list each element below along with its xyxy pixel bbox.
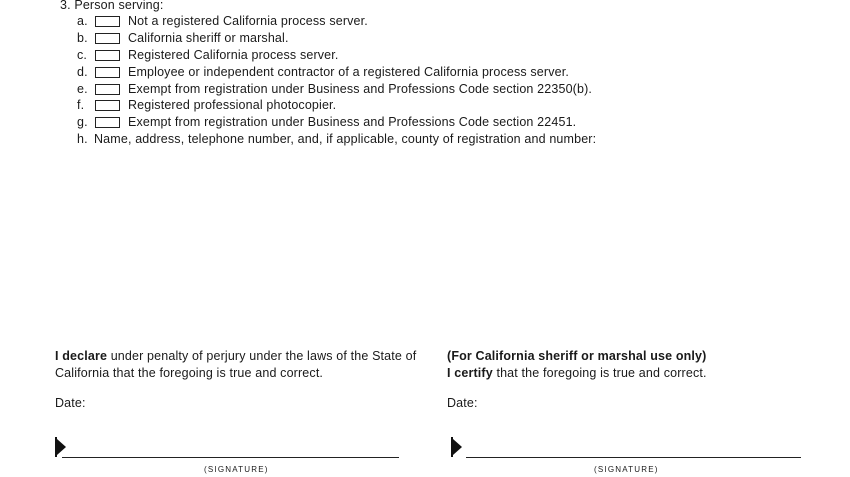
declare-line-1-rest: under penalty of perjury under the laws of the State of xyxy=(107,349,417,363)
checkbox-f[interactable] xyxy=(95,100,120,111)
item-h-label: Name, address, telephone number, and, if applicable, county of registration and number: xyxy=(94,132,597,146)
signature-line-right[interactable] xyxy=(466,457,801,458)
item-h-letter: h. xyxy=(77,132,88,146)
declare-bold-lead: I declare xyxy=(55,349,108,363)
date-label-left: Date: xyxy=(55,396,86,410)
item-c-label: Registered California process server. xyxy=(128,48,339,62)
item-a-letter: a. xyxy=(77,14,88,28)
certify-line-rest: that the foregoing is true and correct. xyxy=(492,366,707,380)
checkbox-b[interactable] xyxy=(95,33,120,44)
checkbox-g[interactable] xyxy=(95,117,120,128)
item-b-letter: b. xyxy=(77,31,88,45)
certify-line xyxy=(447,366,707,381)
item-g-letter: g. xyxy=(77,115,88,129)
signature-label-left: (SIGNATURE) xyxy=(204,465,269,474)
checkbox-e[interactable] xyxy=(95,84,120,95)
item-f-label: Registered professional photocopier. xyxy=(128,98,337,112)
item-f-letter: f. xyxy=(77,98,85,112)
item-d-letter: d. xyxy=(77,65,88,79)
item-g-label: Exempt from registration under Business and Professions Code section 22451. xyxy=(128,115,577,129)
item-e-letter: e. xyxy=(77,82,88,96)
item-b-label: California sheriff or marshal. xyxy=(128,31,289,45)
signature-arrow-icon-left xyxy=(57,439,66,455)
checkbox-c[interactable] xyxy=(95,50,120,61)
checkbox-a[interactable] xyxy=(95,16,120,27)
date-label-right: Date: xyxy=(447,396,478,410)
sheriff-use-heading: (For California sheriff or marshal use only) xyxy=(447,349,707,363)
item-c-letter: c. xyxy=(77,48,88,62)
item-d-label: Employee or independent contractor of a registered California process server. xyxy=(128,65,569,79)
declare-line-2: California that the foregoing is true and correct. xyxy=(55,366,324,380)
checkbox-d[interactable] xyxy=(95,67,120,78)
declare-line-1 xyxy=(55,349,416,364)
item-a-label: Not a registered California process server. xyxy=(128,14,368,28)
signature-arrow-icon-right xyxy=(453,439,462,455)
section-3-heading: 3. Person serving: xyxy=(60,0,164,12)
signature-label-right: (SIGNATURE) xyxy=(594,465,659,474)
certify-bold-lead: I certify xyxy=(447,366,493,380)
person-serving-details-field[interactable] xyxy=(94,150,794,330)
item-e-label: Exempt from registration under Business and Professions Code section 22350(b). xyxy=(128,82,593,96)
signature-line-left[interactable] xyxy=(62,457,399,458)
